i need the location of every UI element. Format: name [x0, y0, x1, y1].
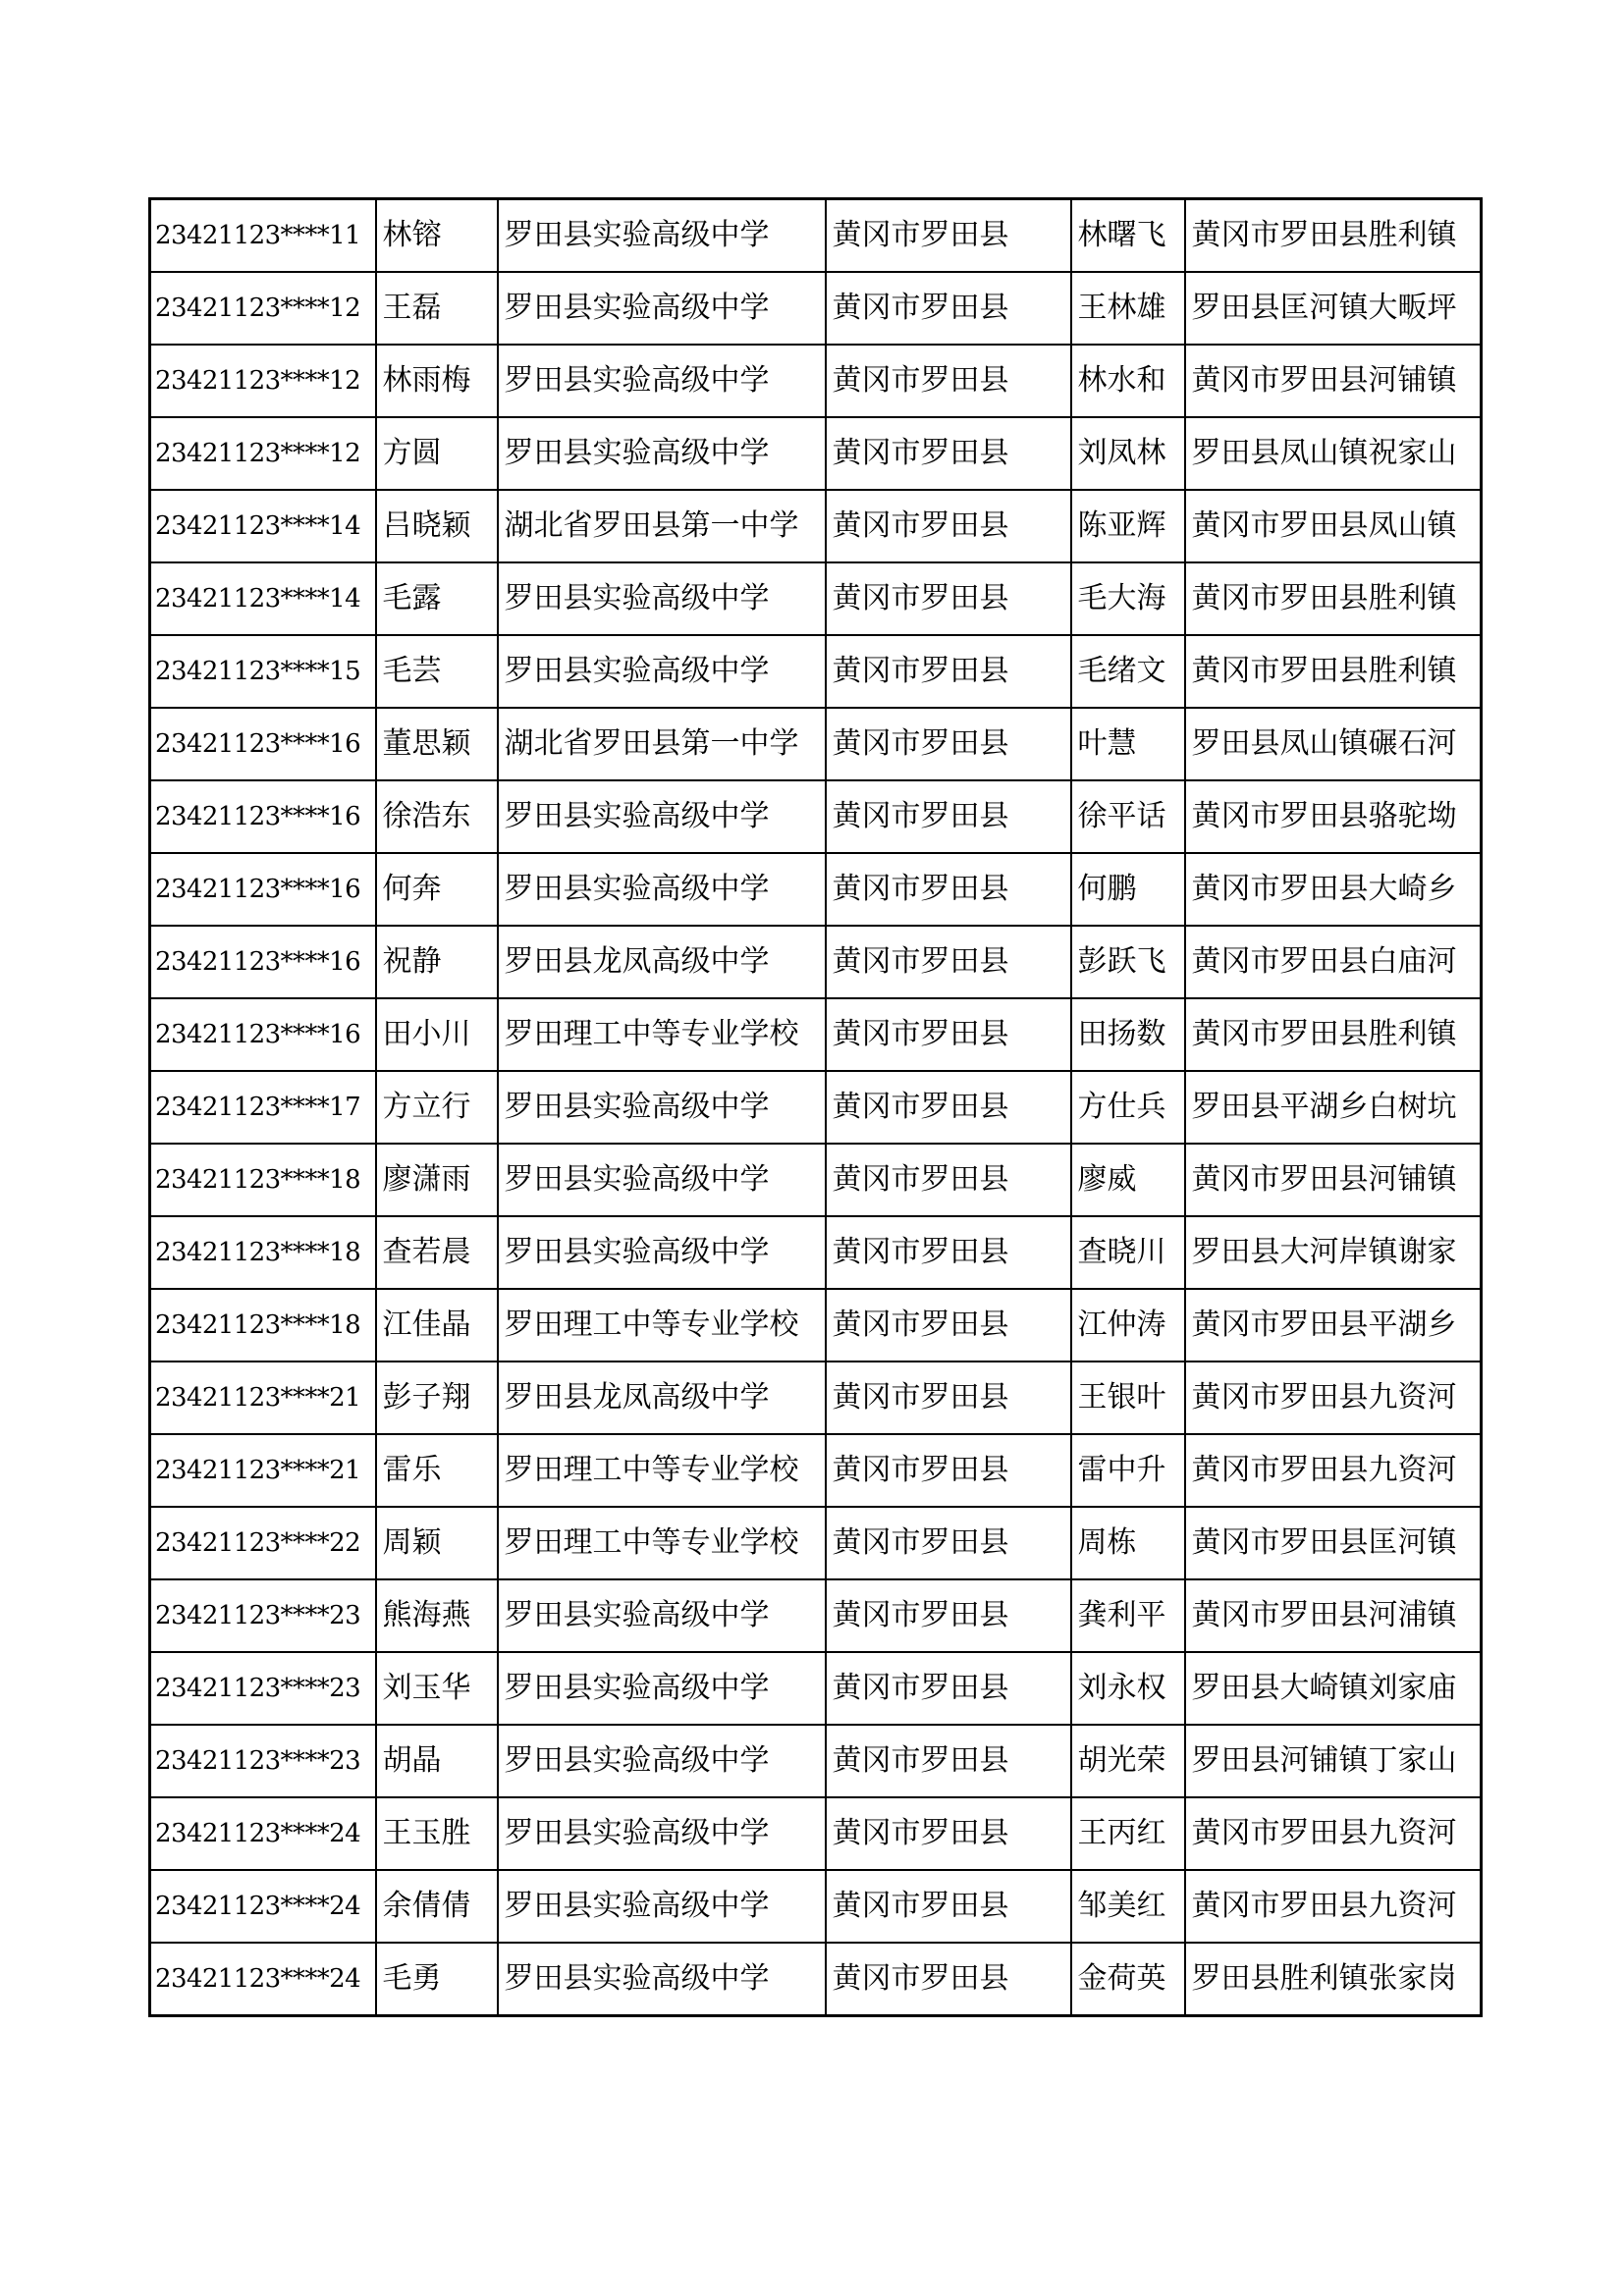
school-cell: 罗田县实验高级中学 — [498, 853, 826, 926]
region-cell: 黄冈市罗田县 — [826, 1071, 1071, 1144]
address-cell: 黄冈市罗田县九资河 — [1185, 1870, 1482, 1943]
guardian-name-cell: 刘永权 — [1071, 1652, 1185, 1725]
region-cell: 黄冈市罗田县 — [826, 635, 1071, 708]
school-cell: 罗田理工中等专业学校 — [498, 1289, 826, 1362]
region-cell: 黄冈市罗田县 — [826, 1652, 1071, 1725]
region-cell: 黄冈市罗田县 — [826, 490, 1071, 562]
student-name-cell: 胡晶 — [376, 1725, 498, 1797]
region-cell: 黄冈市罗田县 — [826, 708, 1071, 780]
region-cell: 黄冈市罗田县 — [826, 1144, 1071, 1216]
table-row — [150, 926, 1482, 998]
address-cell: 黄冈市罗田县胜利镇 — [1185, 562, 1482, 635]
school-cell: 罗田县实验高级中学 — [498, 562, 826, 635]
table-row — [150, 345, 1482, 417]
id-number-cell: 23421123****23 — [150, 1725, 376, 1797]
school-cell: 罗田县实验高级中学 — [498, 1216, 826, 1289]
address-cell: 黄冈市罗田县胜利镇 — [1185, 998, 1482, 1071]
table-row — [150, 1943, 1482, 2016]
student-name-cell: 董思颖 — [376, 708, 498, 780]
table-row — [150, 1434, 1482, 1507]
guardian-name-cell: 胡光荣 — [1071, 1725, 1185, 1797]
student-name-cell: 祝静 — [376, 926, 498, 998]
guardian-name-cell: 徐平话 — [1071, 780, 1185, 853]
region-cell: 黄冈市罗田县 — [826, 417, 1071, 490]
student-roster-table — [148, 197, 1483, 2017]
guardian-name-cell: 毛绪文 — [1071, 635, 1185, 708]
guardian-name-cell: 邹美红 — [1071, 1870, 1185, 1943]
school-cell: 湖北省罗田县第一中学 — [498, 490, 826, 562]
school-cell: 罗田县实验高级中学 — [498, 417, 826, 490]
address-cell: 黄冈市罗田县凤山镇 — [1185, 490, 1482, 562]
school-cell: 罗田县实验高级中学 — [498, 1579, 826, 1652]
region-cell: 黄冈市罗田县 — [826, 199, 1071, 273]
table-row — [150, 272, 1482, 345]
school-cell: 罗田县实验高级中学 — [498, 1652, 826, 1725]
table-row — [150, 1144, 1482, 1216]
guardian-name-cell: 王银叶 — [1071, 1362, 1185, 1434]
id-number-cell: 23421123****22 — [150, 1507, 376, 1579]
region-cell: 黄冈市罗田县 — [826, 1434, 1071, 1507]
id-number-cell: 23421123****12 — [150, 417, 376, 490]
guardian-name-cell: 王林雄 — [1071, 272, 1185, 345]
table-row — [150, 562, 1482, 635]
school-cell: 罗田县实验高级中学 — [498, 1725, 826, 1797]
address-cell: 罗田县河铺镇丁家山 — [1185, 1725, 1482, 1797]
table-row — [150, 780, 1482, 853]
guardian-name-cell: 王丙红 — [1071, 1797, 1185, 1870]
region-cell: 黄冈市罗田县 — [826, 1725, 1071, 1797]
id-number-cell: 23421123****24 — [150, 1870, 376, 1943]
school-cell: 湖北省罗田县第一中学 — [498, 708, 826, 780]
id-number-cell: 23421123****12 — [150, 345, 376, 417]
student-name-cell: 余倩倩 — [376, 1870, 498, 1943]
student-name-cell: 徐浩东 — [376, 780, 498, 853]
table-row — [150, 417, 1482, 490]
address-cell: 黄冈市罗田县河浦镇 — [1185, 1579, 1482, 1652]
guardian-name-cell: 刘凤林 — [1071, 417, 1185, 490]
address-cell: 黄冈市罗田县平湖乡 — [1185, 1289, 1482, 1362]
address-cell: 黄冈市罗田县九资河 — [1185, 1797, 1482, 1870]
school-cell: 罗田县实验高级中学 — [498, 635, 826, 708]
region-cell: 黄冈市罗田县 — [826, 1870, 1071, 1943]
id-number-cell: 23421123****16 — [150, 853, 376, 926]
address-cell: 罗田县大河岸镇谢家 — [1185, 1216, 1482, 1289]
id-number-cell: 23421123****16 — [150, 708, 376, 780]
id-number-cell: 23421123****14 — [150, 490, 376, 562]
school-cell: 罗田县实验高级中学 — [498, 199, 826, 273]
address-cell: 黄冈市罗田县河铺镇 — [1185, 1144, 1482, 1216]
roster-body — [150, 199, 1482, 2016]
guardian-name-cell: 叶慧 — [1071, 708, 1185, 780]
region-cell: 黄冈市罗田县 — [826, 1289, 1071, 1362]
region-cell: 黄冈市罗田县 — [826, 998, 1071, 1071]
address-cell: 黄冈市罗田县胜利镇 — [1185, 635, 1482, 708]
id-number-cell: 23421123****21 — [150, 1434, 376, 1507]
school-cell: 罗田县龙凤高级中学 — [498, 1362, 826, 1434]
id-number-cell: 23421123****17 — [150, 1071, 376, 1144]
student-name-cell: 林镕 — [376, 199, 498, 273]
address-cell: 黄冈市罗田县大崎乡 — [1185, 853, 1482, 926]
region-cell: 黄冈市罗田县 — [826, 345, 1071, 417]
student-name-cell: 毛芸 — [376, 635, 498, 708]
address-cell: 黄冈市罗田县九资河 — [1185, 1362, 1482, 1434]
school-cell: 罗田县实验高级中学 — [498, 1943, 826, 2016]
id-number-cell: 23421123****21 — [150, 1362, 376, 1434]
address-cell: 黄冈市罗田县骆驼坳 — [1185, 780, 1482, 853]
guardian-name-cell: 毛大海 — [1071, 562, 1185, 635]
address-cell: 罗田县大崎镇刘家庙 — [1185, 1652, 1482, 1725]
id-number-cell: 23421123****18 — [150, 1216, 376, 1289]
guardian-name-cell: 方仕兵 — [1071, 1071, 1185, 1144]
table-row — [150, 1507, 1482, 1579]
region-cell: 黄冈市罗田县 — [826, 562, 1071, 635]
table-row — [150, 1725, 1482, 1797]
student-name-cell: 毛勇 — [376, 1943, 498, 2016]
region-cell: 黄冈市罗田县 — [826, 780, 1071, 853]
school-cell: 罗田县实验高级中学 — [498, 1870, 826, 1943]
guardian-name-cell: 江仲涛 — [1071, 1289, 1185, 1362]
student-name-cell: 方圆 — [376, 417, 498, 490]
student-name-cell: 周颖 — [376, 1507, 498, 1579]
guardian-name-cell: 彭跃飞 — [1071, 926, 1185, 998]
student-name-cell: 田小川 — [376, 998, 498, 1071]
address-cell: 罗田县匡河镇大畈坪 — [1185, 272, 1482, 345]
table-row — [150, 1579, 1482, 1652]
table-row — [150, 1216, 1482, 1289]
student-name-cell: 毛露 — [376, 562, 498, 635]
table-row — [150, 998, 1482, 1071]
table-row — [150, 1652, 1482, 1725]
guardian-name-cell: 龚利平 — [1071, 1579, 1185, 1652]
address-cell: 黄冈市罗田县九资河 — [1185, 1434, 1482, 1507]
id-number-cell: 23421123****11 — [150, 199, 376, 273]
student-name-cell: 刘玉华 — [376, 1652, 498, 1725]
guardian-name-cell: 田扬数 — [1071, 998, 1185, 1071]
address-cell: 罗田县凤山镇祝家山 — [1185, 417, 1482, 490]
id-number-cell: 23421123****23 — [150, 1652, 376, 1725]
student-name-cell: 吕晓颖 — [376, 490, 498, 562]
school-cell: 罗田理工中等专业学校 — [498, 998, 826, 1071]
region-cell: 黄冈市罗田县 — [826, 1507, 1071, 1579]
guardian-name-cell: 林水和 — [1071, 345, 1185, 417]
school-cell: 罗田县龙凤高级中学 — [498, 926, 826, 998]
region-cell: 黄冈市罗田县 — [826, 926, 1071, 998]
table-row — [150, 708, 1482, 780]
school-cell: 罗田理工中等专业学校 — [498, 1434, 826, 1507]
region-cell: 黄冈市罗田县 — [826, 1797, 1071, 1870]
school-cell: 罗田县实验高级中学 — [498, 1797, 826, 1870]
table-row — [150, 635, 1482, 708]
student-name-cell: 何奔 — [376, 853, 498, 926]
guardian-name-cell: 廖威 — [1071, 1144, 1185, 1216]
region-cell: 黄冈市罗田县 — [826, 1216, 1071, 1289]
table-row — [150, 1797, 1482, 1870]
student-name-cell: 林雨梅 — [376, 345, 498, 417]
address-cell: 黄冈市罗田县河铺镇 — [1185, 345, 1482, 417]
school-cell: 罗田县实验高级中学 — [498, 345, 826, 417]
table-row — [150, 490, 1482, 562]
school-cell: 罗田县实验高级中学 — [498, 780, 826, 853]
student-name-cell: 查若晨 — [376, 1216, 498, 1289]
address-cell: 黄冈市罗田县胜利镇 — [1185, 199, 1482, 273]
student-name-cell: 方立行 — [376, 1071, 498, 1144]
table-row — [150, 1289, 1482, 1362]
student-name-cell: 雷乐 — [376, 1434, 498, 1507]
region-cell: 黄冈市罗田县 — [826, 853, 1071, 926]
region-cell: 黄冈市罗田县 — [826, 1579, 1071, 1652]
id-number-cell: 23421123****18 — [150, 1144, 376, 1216]
guardian-name-cell: 陈亚辉 — [1071, 490, 1185, 562]
table-row — [150, 1362, 1482, 1434]
guardian-name-cell: 林曙飞 — [1071, 199, 1185, 273]
school-cell: 罗田县实验高级中学 — [498, 1071, 826, 1144]
student-name-cell: 王玉胜 — [376, 1797, 498, 1870]
school-cell: 罗田县实验高级中学 — [498, 1144, 826, 1216]
region-cell: 黄冈市罗田县 — [826, 272, 1071, 345]
table-row — [150, 1870, 1482, 1943]
student-name-cell: 王磊 — [376, 272, 498, 345]
id-number-cell: 23421123****12 — [150, 272, 376, 345]
id-number-cell: 23421123****24 — [150, 1797, 376, 1870]
guardian-name-cell: 金荷英 — [1071, 1943, 1185, 2016]
id-number-cell: 23421123****23 — [150, 1579, 376, 1652]
table-row — [150, 199, 1482, 273]
guardian-name-cell: 雷中升 — [1071, 1434, 1185, 1507]
address-cell: 罗田县胜利镇张家岗 — [1185, 1943, 1482, 2016]
guardian-name-cell: 周栋 — [1071, 1507, 1185, 1579]
region-cell: 黄冈市罗田县 — [826, 1943, 1071, 2016]
student-name-cell: 廖潇雨 — [376, 1144, 498, 1216]
address-cell: 黄冈市罗田县白庙河 — [1185, 926, 1482, 998]
table-row — [150, 853, 1482, 926]
region-cell: 黄冈市罗田县 — [826, 1362, 1071, 1434]
student-name-cell: 江佳晶 — [376, 1289, 498, 1362]
table-row — [150, 1071, 1482, 1144]
id-number-cell: 23421123****15 — [150, 635, 376, 708]
address-cell: 罗田县凤山镇碾石河 — [1185, 708, 1482, 780]
address-cell: 罗田县平湖乡白树坑 — [1185, 1071, 1482, 1144]
id-number-cell: 23421123****14 — [150, 562, 376, 635]
student-name-cell: 熊海燕 — [376, 1579, 498, 1652]
id-number-cell: 23421123****16 — [150, 998, 376, 1071]
guardian-name-cell: 何鹏 — [1071, 853, 1185, 926]
id-number-cell: 23421123****18 — [150, 1289, 376, 1362]
id-number-cell: 23421123****24 — [150, 1943, 376, 2016]
id-number-cell: 23421123****16 — [150, 780, 376, 853]
school-cell: 罗田县实验高级中学 — [498, 272, 826, 345]
guardian-name-cell: 查晓川 — [1071, 1216, 1185, 1289]
address-cell: 黄冈市罗田县匡河镇 — [1185, 1507, 1482, 1579]
school-cell: 罗田理工中等专业学校 — [498, 1507, 826, 1579]
student-name-cell: 彭子翔 — [376, 1362, 498, 1434]
id-number-cell: 23421123****16 — [150, 926, 376, 998]
